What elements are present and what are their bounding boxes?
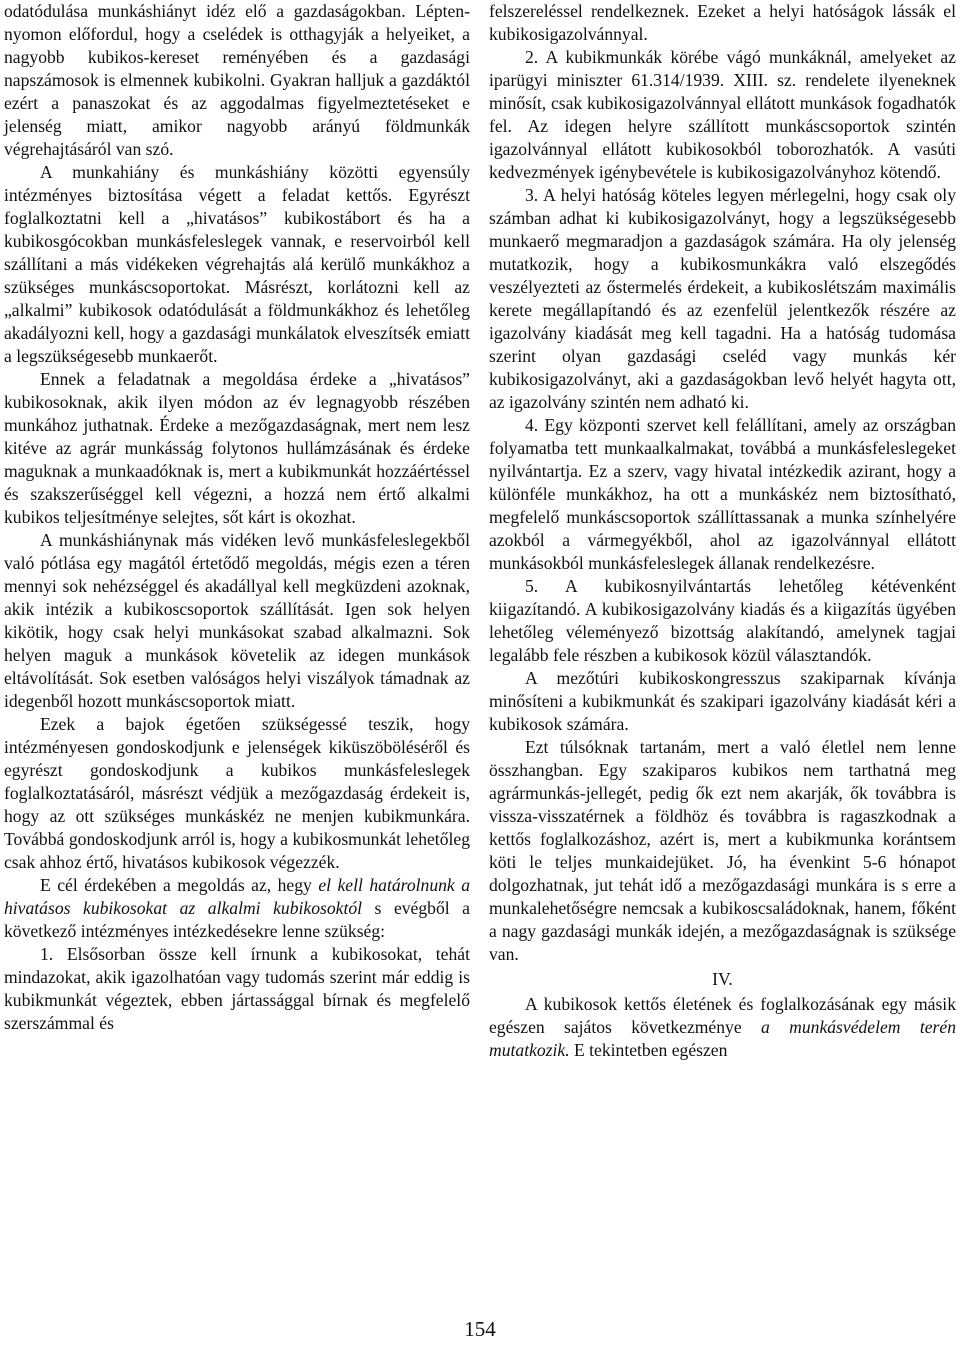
emphasized-text: el kell határolnunk a hivatásos kubikosokat az alkalmi kubikosoktól xyxy=(4,875,470,918)
page-number: 154 xyxy=(464,1317,496,1341)
text-run: E tekintetben egészen xyxy=(569,1040,728,1060)
right-column xyxy=(489,0,956,1062)
left-column xyxy=(4,0,470,1035)
text-run: E cél érdekében a megoldás az, hegy xyxy=(40,875,319,895)
paragraph: Ezek a bajok égetően szükségessé teszik, hogy intézményesen gondoskodjunk e jelenségek kiküszöböléséről és egyrészt gondoskodjunk a kubikos munkásfeleslegek foglalkoztatásáról, másrészt védjük a mezőgazdaság érdekeit is, hogy az ott szükséges munkáskéz ne menjen kubikmunkára. Továbbá gondoskodjunk arról is, hogy a kubikosmunkát lehetőleg csak ahhoz értő, hivatásos kubikosok végezzék. xyxy=(4,714,470,872)
text-run: A kubikosok kettős életének és foglalkozásának egy másik egészen sajátos következménye xyxy=(489,994,956,1037)
paragraph: 1. Elsősorban össze kell írnunk a kubikosokat, tehát mindazokat, akik igazolhatóan vagy tudomás szerint már eddig is kubikmunkát végeztek, ebben jártassággal bírnak és megfelelő szerszámmal és xyxy=(4,944,470,1033)
paragraph: Ezt túlsóknak tartanám, mert a való életlel nem lenne összhangban. Egy szakiparos kubikos nem tarthatná meg agrármunkás-jellegét, pedig ők ezt nem akarják, ők továbbra is vissza-visszatérnek a földhöz és továbbra is ragaszkodnak a kettős foglalkozáshoz, azért is, mert a kubikmunka korántsem köti le teljes munkaidejüket. Jó, ha évenkint 5-6 hónapot dolgozhatnak, jut tehát idő a mezőgazdasági munkára is s erre a munkalehetőségre nemcsak a kubikoscsaládoknak, hanem, főként a nagy gazdasági munkák idején, a mezőgazdaságnak is szüksége van. xyxy=(489,737,956,964)
paragraph: 5. A kubikosnyilvántartás lehetőleg kétévenként kiigazítandó. A kubikosigazolvány kiadás és a kiigazítás ügyében lehetőleg véleményező bizottság alakítandó, amelynek tagjai legalább fele részben a kubikosok közül választandók. xyxy=(489,576,956,665)
paragraph: 3. A helyi hatóság köteles legyen mérlegelni, hogy csak oly számban adhat ki kubikosigazolványt, hogy a legszükségesebb munkaerő megmaradjon a gazdaságok számára. Ha oly jelenség mutatkozik, hogy a kubikosmunkákra való elszegődés veszélyezteti az őstermelés érdekeit, a kubikoslétszám maximális kerete megállapítandó és az ezenfelül jelentkezők részére az igazolvány kiadását meg kell tagadni. Ha a hatóság tudomása szerint olyan gazdasági cseléd vagy munkás kér kubikosigazolványt, aki a gazdaságokban levő helyét hagyta ott, az igazolvány szintén nem adható ki. xyxy=(489,185,956,412)
section-heading: IV. xyxy=(712,969,733,989)
paragraph xyxy=(4,874,470,943)
paragraph: felszereléssel rendelkeznek. Ezeket a helyi hatóságok lássák el kubikosigazolvánnyal. xyxy=(489,1,956,44)
paragraph: odatódulása munkáshiányt idéz elő a gazdaságokban. Lépten-nyomon előfordul, hogy a cselédek is otthagyják a helyeiket, a nagyobb kubikos-kereset reményében és a gazdasági napszámosok is elmennek kubikolni. Gyakran halljuk a gazdáktól ezért a panaszokat és az aggodalmas figyelmeztetéseket e jelenség miatt, amikor nagyobb arányú földmunkák végrehajtásáról van szó. xyxy=(4,1,470,159)
paragraph: 4. Egy központi szervet kell felállítani, amely az országban folyamatba tett munkaalkalmakat, továbbá a munkásfeleslegeket nyilvántartja. Ez a szerv, vagy hivatal intézkedik azirant, hogy a különféle munkákhoz, ha ott a munkáskéz nem biztosítható, megfelelő munkáscsoportok szállíttassanak a munka színhelyére azokból a vármegyékből, ahol az igazolvánnyal ellátott munkásokból munkásfeleslegek állanak rendelkezésre. xyxy=(489,415,956,573)
paragraph: A mezőtúri kubikoskongresszus szakiparnak kívánja minősíteni a kubikmunkát és szakipari igazolvány kiadását kéri a kubikosok számára. xyxy=(489,668,956,734)
text-run: s evégből a következő intézményes intézkedésekre lenne szükség: xyxy=(4,898,470,941)
emphasized-text: a munkásvédelem terén mutatkozik. xyxy=(489,1017,957,1060)
paragraph: 2. A kubikmunkák körébe vágó munkáknál, amelyeket az iparügyi miniszter 61.314/1939. XIII. sz. rendelete ilyeneknek minősít, csak kubikosigazolvánnyal ellátott munkások fogadhatók fel. Az idegen helyre szállított munkáscsoportok szintén igazolvánnyal ellátott kubikosokból toborozhatók. A vasúti kedvezmények igénybevétele is kubikosigazolványhoz kötendő. xyxy=(489,47,956,182)
paragraph: A munkáshiánynak más vidéken levő munkásfeleslegekből való pótlása egy magától értetődő megoldás, mégis ezen a téren mennyi sok nehézséggel és akadállyal kell megküzdeni azoknak, akik intézik a kubikoscsoportok szállítását. Igen sok helyen kikötik, hogy csak helyi munkásokat szabad alkalmazni. Sok helyen maguk a munkások követelik az idegen munkások eltávolítását. Sok esetben valóságos helyi viszályok támadnak az idegenből hozott munkáscsoportok miatt. xyxy=(4,530,470,711)
paragraph xyxy=(489,993,956,1062)
paragraph: A munkahiány és munkáshiány közötti egyensúly intézményes biztosítása végett a feladat kettős. Egyrészt foglalkoztatni kell a „hivatásos” kubikostábort és ha a kubikosgócokban munkásfeleslegek vannak, e reservoirból kell szállítani a más vidékeken végrehajtás alá kerülő munkákhoz a szükséges munkáscsoportokat. Másrészt, korlátozni kell az „alkalmi” kubikosok odatódulását a földmunkákhoz és lehetőleg akadályozni kell, hogy a gazdasági munkálatok elveszítsék emiatt a legszükségesebb munkaerőt. xyxy=(4,162,470,366)
paragraph: Ennek a feladatnak a megoldása érdeke a „hivatásos” kubikosoknak, akik ilyen módon az év legnagyobb részében munkához juthatnak. Érdeke a mezőgazdaságnak, mert nem lesz kitéve az agrár munkásság folytonos hullámzásának és érdeke maguknak a munkaadóknak is, mert a kubikmunkát hozzáértéssel és szakszerűséggel kell végezni, a hozzá nem értő alkalmi kubikos teljesítménye selejtes, sőt kárt is okozhat. xyxy=(4,369,470,527)
